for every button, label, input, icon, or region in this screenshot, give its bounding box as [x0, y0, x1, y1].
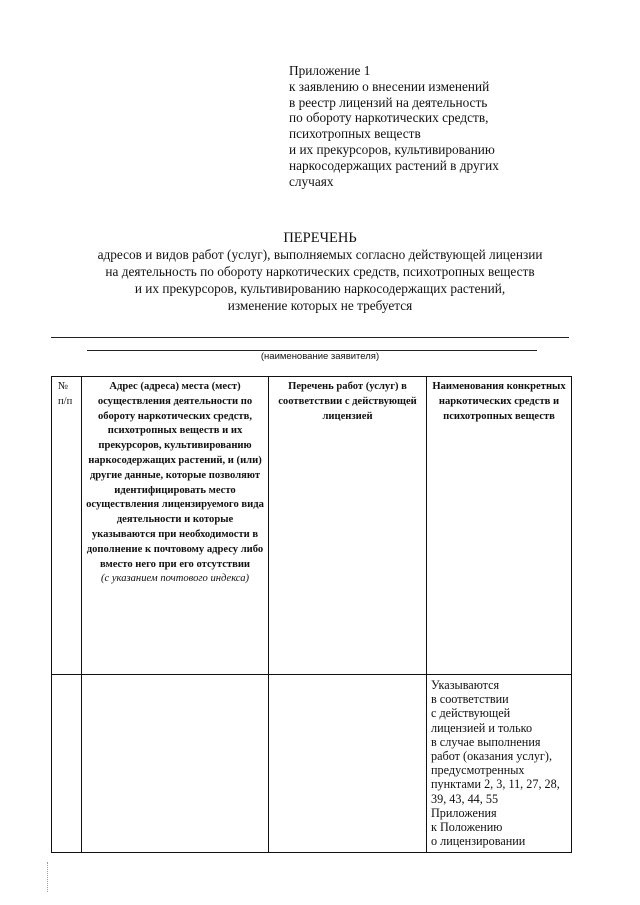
- document-title: ПЕРЕЧЕНЬ: [283, 230, 357, 246]
- table-row: [52, 675, 572, 853]
- cell-works[interactable]: [269, 675, 427, 853]
- annex-line: к заявлению о внесении изменений: [289, 78, 490, 94]
- addresses-table: [51, 376, 572, 853]
- annex-line: наркосодержащих растений в других: [289, 157, 499, 173]
- annex-line: в реестр лицензий на деятельность: [289, 94, 488, 110]
- document-subtitle: [30, 246, 610, 314]
- annex-line: психотропных веществ: [289, 126, 421, 142]
- note-line: о лицензировании: [431, 834, 526, 849]
- note-line: Приложения: [431, 805, 497, 820]
- subtitle-line: изменение которых не требуется: [227, 298, 413, 313]
- note-line: к Положению: [431, 820, 503, 835]
- note-line: предусмотренных: [431, 763, 525, 778]
- note-line: с действующей: [431, 706, 511, 721]
- annex-line: по обороту наркотических средств,: [289, 110, 489, 126]
- note-line: пунктами 2, 3, 11, 27, 28,: [431, 777, 560, 792]
- note-line: Указываются: [431, 678, 500, 692]
- header-address-text: Адрес (адреса) места (мест) осуществления деятельности по обороту наркотических средств, психотропных веществ и их прекурсоров, культивированию наркосодержащих растений, и (или) другие данные, которые позволяют идентифицировать место осуществления лицензируемого вида деятельности и которые указываются при необходимости в дополнение к почтовому адресу либо вместо него при его отсутствии: [86, 381, 264, 570]
- header-address-hint: (с указанием почтового индекса): [100, 573, 250, 585]
- annex-line: Приложение 1: [289, 63, 371, 78]
- note-line: в случае выполнения: [431, 734, 541, 749]
- subtitle-line: на деятельность по обороту наркотических средств, психотропных веществ: [105, 264, 535, 279]
- header-address: [82, 377, 269, 675]
- cell-number[interactable]: [52, 675, 82, 853]
- cell-address[interactable]: [82, 675, 269, 853]
- subtitle-line: и их прекурсоров, культивированию наркосодержащих растений,: [134, 281, 506, 296]
- cell-substances[interactable]: [427, 675, 572, 853]
- table-header-row: [52, 377, 572, 675]
- note-line: в соответствии: [431, 692, 509, 707]
- header-works: Перечень работ (услуг) в соответствии с действующей лицензией: [269, 377, 427, 675]
- annex-reference: [289, 63, 589, 189]
- header-substances: Наименования конкретных наркотических средств и психотропных веществ: [427, 377, 572, 675]
- annex-line: и их прекурсоров, культивированию: [289, 141, 495, 157]
- note-line: 39, 43, 44, 55: [431, 791, 499, 806]
- note-line: работ (оказания услуг),: [431, 749, 553, 764]
- header-number: № п/п: [52, 377, 82, 675]
- applicant-name-line: [51, 337, 569, 338]
- subtitle-line: адресов и видов работ (услуг), выполняемых согласно действующей лицензии: [97, 247, 543, 262]
- note-line: лицензией и только: [431, 720, 533, 735]
- scan-margin-mark: [47, 862, 52, 892]
- annex-line: случаях: [289, 173, 334, 189]
- applicant-caption: (наименование заявителя): [260, 351, 380, 362]
